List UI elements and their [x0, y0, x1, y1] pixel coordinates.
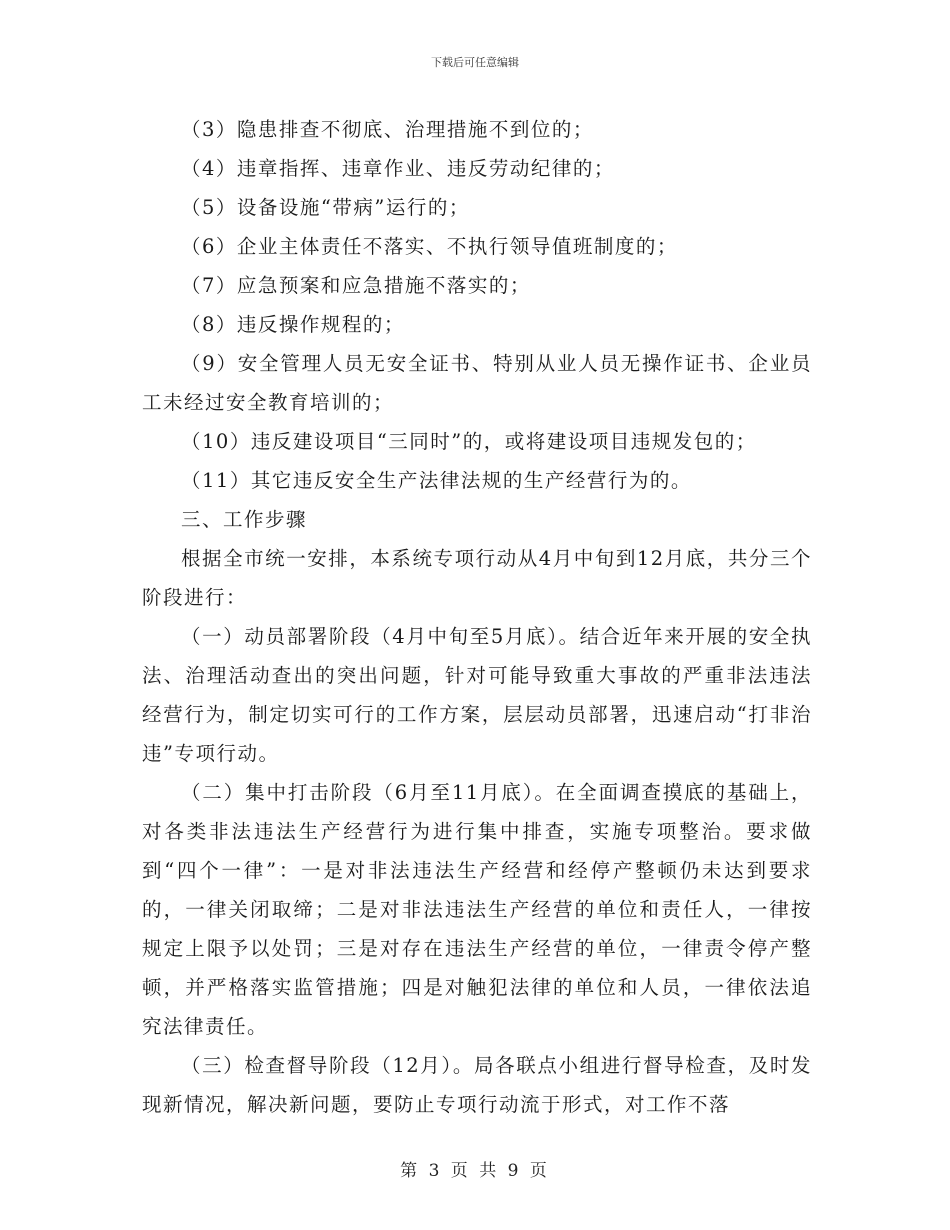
section-heading-work-steps: 三、工作步骤: [181, 508, 308, 531]
document-body: [142, 110, 812, 1124]
page-header: 下载后可任意编辑: [431, 56, 519, 69]
paragraph-stage-2: （二）集中打击阶段（6月至11月底）。在全面调查摸底的基础上，对各类非法违法生产经营行为进行集中排查，实施专项整治。要求做到“四个一律”：一是对非法违法生产经营和经停产整顿仍未达到要求的，一律关闭取缔；二是对非法违法生产经营的单位和责任人，一律按规定上限予以处罚；三是对存在违法生产经营的单位，一律责令停产整顿，并严格落实监管措施；四是对触犯法律的单位和人员，一律依法追究法律责任。: [142, 781, 812, 1038]
list-item-11: （11）其它违反安全生产法律法规的生产经营行为的。: [181, 469, 692, 492]
list-item-9: （9）安全管理人员无安全证书、特别从业人员无操作证书、企业员工未经过安全教育培训的；: [142, 352, 812, 414]
list-item-4: （4）违章指挥、违章作业、违反劳动纪律的；: [181, 157, 615, 180]
page-number-footer: 第 3 页 共 9 页: [400, 1161, 550, 1181]
list-item-7: （7）应急预案和应急措施不落实的；: [181, 274, 531, 297]
paragraph-stage-1: （一）动员部署阶段（4月中旬至5月底）。结合近年来开展的安全执法、治理活动查出的突出问题，针对可能导致重大事故的严重非法违法经营行为，制定切实可行的工作方案，层层动员部署，迅速启动“打非治违”专项行动。: [142, 625, 812, 765]
list-item-6: （6）企业主体责任不落实、不执行领导值班制度的；: [181, 235, 678, 258]
list-item-10: （10）违反建设项目“三同时”的，或将建设项目违规发包的；: [181, 430, 757, 453]
list-item-5: （5）设备设施“带病”运行的；: [181, 196, 470, 219]
list-item-8: （8）违反操作规程的；: [181, 313, 405, 336]
list-item-3: （3）隐患排查不彻底、治理措施不到位的；: [181, 118, 594, 141]
paragraph-overview: 根据全市统一安排，本系统专项行动从4月中旬到12月底，共分三个阶段进行：: [142, 547, 812, 609]
paragraph-stage-3: （三）检查督导阶段（12月）。局各联点小组进行督导检查，及时发现新情况，解决新问题，要防止专项行动流于形式，对工作不落: [142, 1054, 812, 1116]
